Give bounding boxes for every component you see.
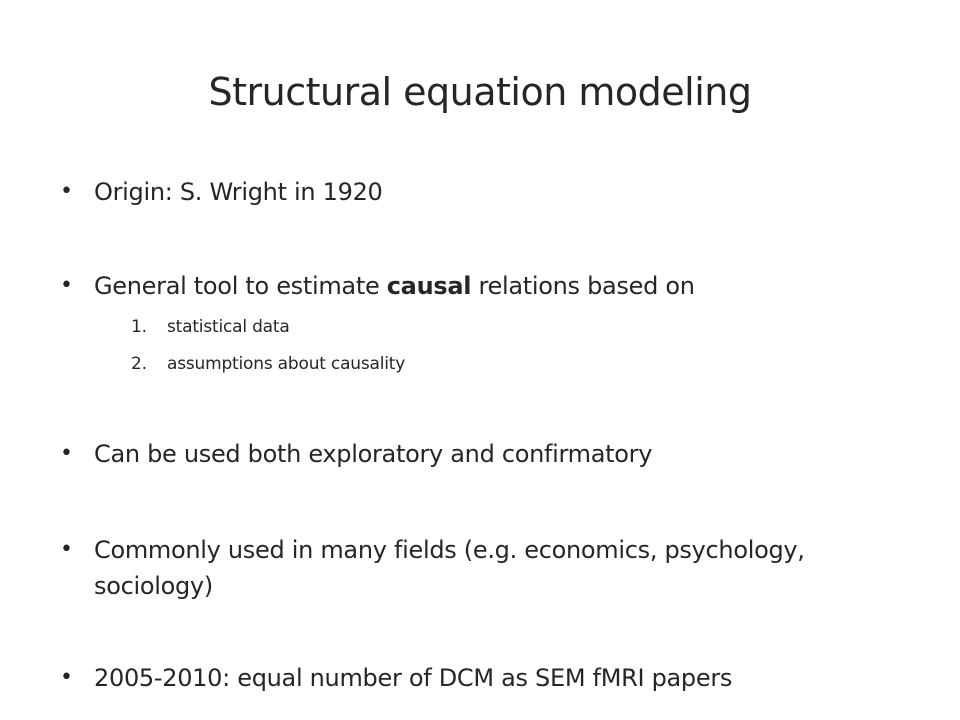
bullet-fields [60, 532, 920, 604]
subitem-text: assumptions about causality [167, 354, 406, 374]
bullet-dot: • [60, 665, 73, 690]
bullet-text: 2005-2010: equal number of DCM as SEM fMRI papers [94, 664, 733, 692]
bullet-dcm-sem [60, 660, 920, 696]
bullet-origin [60, 174, 920, 210]
bullet-text [94, 268, 920, 304]
bullet-text-pre: General tool to estimate [94, 272, 387, 300]
bullet-dot: • [60, 441, 73, 466]
bullet-text: Can be used both exploratory and confirmatory [94, 440, 653, 468]
bullet-text: Origin: S. Wright in 1920 [94, 178, 383, 206]
subitem-number: 1. [131, 317, 147, 337]
bullet-text-line2: sociology) [94, 572, 213, 600]
bullet-dot: • [60, 273, 73, 298]
bullet-text-post: relations based on [471, 272, 695, 300]
subitem-number: 2. [131, 354, 147, 374]
subitem-statistical-data [131, 314, 290, 340]
bullet-text-bold: causal [386, 272, 472, 300]
subitem-assumptions [131, 351, 405, 377]
bullet-dot: • [60, 537, 73, 562]
bullet-dot: • [60, 179, 73, 204]
subitem-text: statistical data [167, 317, 290, 337]
bullet-exploratory [60, 436, 920, 472]
bullet-text-line1: Commonly used in many fields (e.g. economics, psychology, [94, 536, 805, 564]
bullet-general-tool [60, 268, 920, 304]
slide-title: Structural equation modeling [208, 70, 752, 114]
